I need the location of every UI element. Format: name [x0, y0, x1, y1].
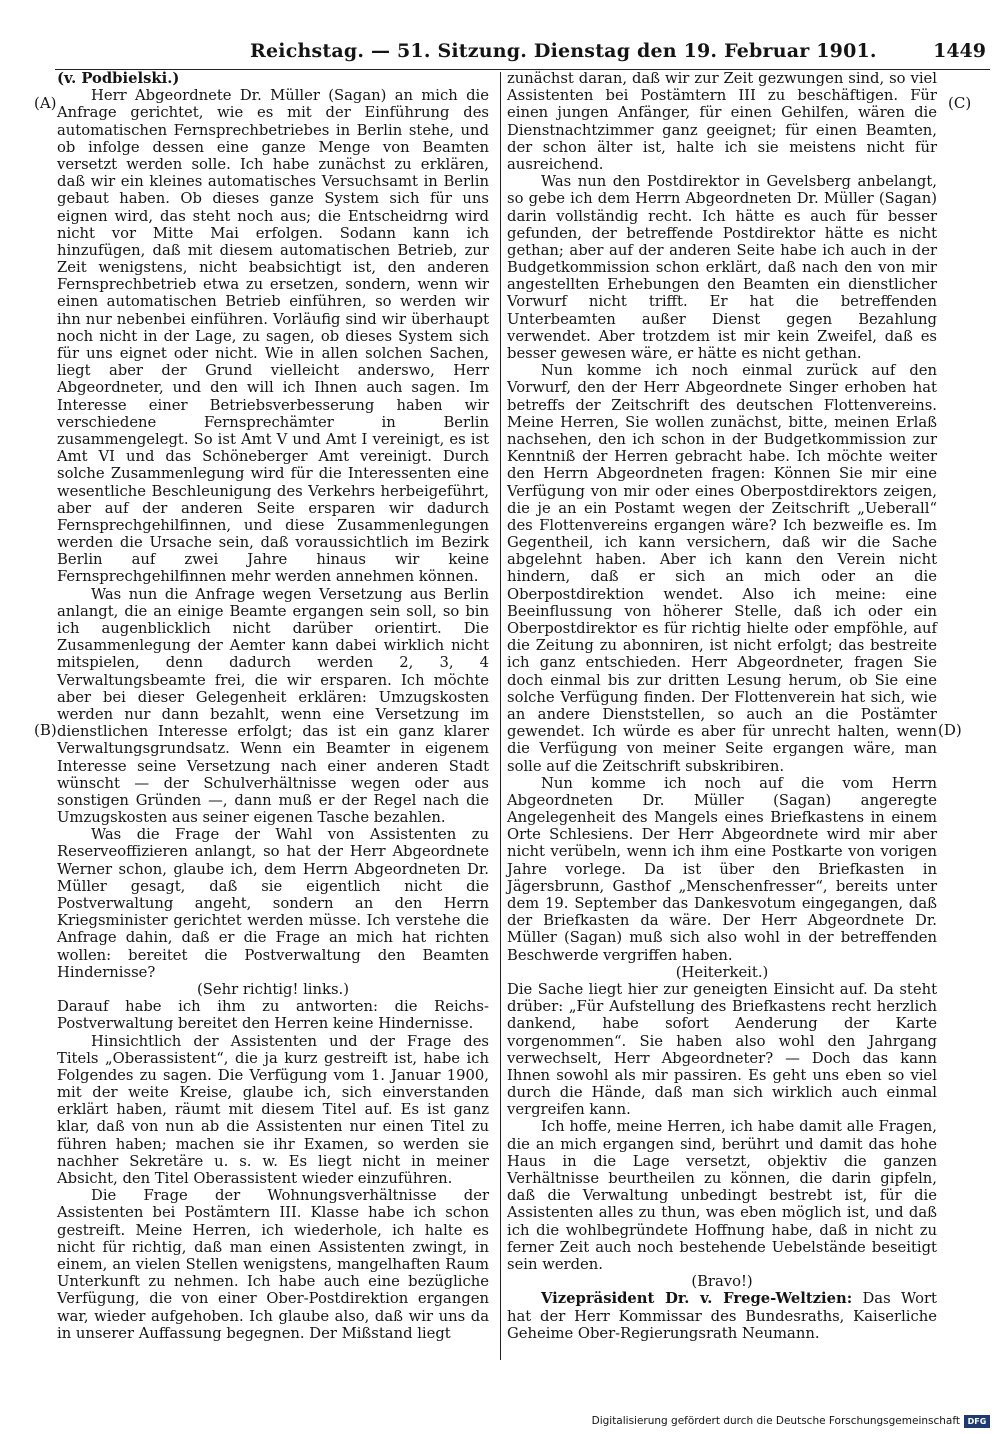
paragraph: Ich hoffe, meine Herren, ich habe damit alle Fragen, die an mich ergangen sind, berührt und damit das hohe Haus in die Lage versetzt, objektiv die ganzen Verhältnisse beurtheilen zu können, die darin gipfeln, daß die Verwaltung unbedingt bestrebt ist, für die Assistenten alles zu thun, was eben möglich ist, und daß ich die wohlbegründete Hoffnung habe, daß in nicht zu ferner Zeit auch noch bestehende Uebelstände beseitigt sein werden. — [507, 1118, 937, 1273]
funding-notice: Digitalisierung gefördert durch die Deutsche Forschungsgemeinschaft — [591, 1415, 960, 1427]
president-statement — [507, 1290, 937, 1342]
paragraph: Darauf habe ich ihm zu antworten: die Reichs-Postverwaltung bereitet den Herren keine Hindernisse. — [57, 998, 489, 1033]
margin-mark-b: (B) — [34, 721, 57, 739]
paragraph: Die Sache liegt hier zur geneigten Einsicht auf. Da steht drüber: „Für Aufstellung des Briefkastens recht herzlich dankend, habe sofort Aenderung der Karte vorgenommen“. Sie haben also wohl den Jahrgang verwechselt, Herr Abgeordneter? — Doch das kann Ihnen sowohl als mir passiren. Es geht uns eben so viel durch die Hände, daß man sich wirklich auch einmal vergreifen kann. — [507, 980, 937, 1119]
margin-mark-d: (D) — [938, 721, 962, 739]
paragraph: Nun komme ich noch einmal zurück auf den Vorwurf, den der Herr Abgeordnete Singer erhoben hat betreffs der Zeitschrift des deutschen Flottenvereins. Meine Herren, Sie wollen zunächst, bitte, meinen Erlaß nachsehen, den ich schon in der Budgetkommission zur Kenntniß der Herren gebracht habe. Ich möchte weiter den Herrn Abgeordneten fragen: Können Sie mir eine Verfügung von mir oder eines Oberpostdirektors zeigen, die je an ein Postamt wegen der Zeitschrift „Ueberall“ des Flottenvereins ergangen wäre? Ich bezweifle es. Im Gegentheil, ich kann versichern, daß wir die Sache abgelehnt haben. Aber ich kann den Verein nicht hindern, daß er sich an mich oder an die Oberpostdirektion wendet. Also ich meine: eine Beeinflussung von höherer Stelle, daß ich oder ein Oberpostdirektor es für richtig hielte oder empföhle, auf die Zeitung zu abonniren, ist nicht erfolgt; das bestreite ich ganz entschieden. Herr Abgeordneter, fragen Sie doch einmal bis zur dritten Lesung herum, ob Sie eine solche Verfügung finden. Der Flottenverein hat sich, wie an andere Dienststellen, so auch an die Postämter gewendet. Ich würde es aber für unrecht halten, wenn die Verfügung von meiner Seite ergangen wäre, man solle auf die Zeitschrift subskribiren. — [507, 362, 937, 775]
president-text: Das Wort hat der Herr Kommissar des Bundesraths, Kaiserliche Geheime Ober-Regierungsrath Neumann. — [507, 1290, 937, 1342]
page-header — [0, 40, 1000, 70]
margin-mark-c: (C) — [948, 94, 972, 112]
dfg-logo: DFG — [964, 1415, 990, 1428]
paragraph: Nun komme ich noch auf die vom Herrn Abgeordneten Dr. Müller (Sagan) angeregte Angelegenheit des Mangels eines Briefkastens in einem Orte Schlesiens. Der Herr Abgeordnete wird mir aber nicht verübeln, wenn ich ihm eine Postkarte von vorigen Jahre vorlege. Da ist über den Briefkasten in Jägersbrunn, Gasthof „Menschenfresser“, bereits unter dem 19. September das Dankesvotum eingegangen, daß der Briefkasten da wäre. Der Herr Abgeordnete Dr. Müller (Sagan) muß sich also wohl in der betreffenden Beschwerde vergriffen haben. — [507, 774, 937, 964]
president-label: Vizepräsident Dr. v. Frege-Weltzien: — [541, 1290, 853, 1308]
running-title: Reichstag. — 51. Sitzung. Dienstag den 19. Februar 1901. — [250, 40, 877, 62]
interjection: (Bravo!) — [691, 1273, 753, 1291]
left-column — [57, 70, 489, 1342]
margin-mark-a: (A) — [34, 94, 57, 112]
speaker-label: (v. Podbielski.) — [57, 70, 180, 87]
interjection: (Heiterkeit.) — [675, 963, 769, 981]
page-number: 1449 — [933, 40, 986, 62]
paragraph: Was nun den Postdirektor in Gevelsberg anbelangt, so gebe ich dem Herrn Abgeordneten Dr. Müller (Sagan) darin vollständig recht. Ich hätte es auch für besser gefunden, der betreffende Postdirektor hätte es nicht gethan; aber auf der anderen Seite habe ich auch in der Budgetkommission schon erklärt, daß nach den von mir angestellten Erhebungen den Beamten ein dienstlicher Vorwurf nicht trifft. Er hat die betreffenden Unterbeamten außer Dienst gegen Bezahlung verwendet. Aber trotzdem ist mir kein Zweifel, daß es besser gewesen wäre, er hätte es nicht gethan. — [507, 173, 937, 362]
column-divider — [500, 72, 501, 1360]
paragraph: Herr Abgeordnete Dr. Müller (Sagan) an mich die Anfrage gerichtet, wie es mit der Einführung des automatischen Fernsprechbetriebes in Berlin stehe, und ob infolge dessen eine ganze Menge von Beamten versetzt werden solle. Ich habe zunächst zu erklären, daß wir ein kleines automatisches Versuchsamt in Berlin gebaut haben. Ob dieses ganze System sich für uns eignen wird, das steht noch aus; die Entscheidrng wird nicht vor Mitte Mai erfolgen. Sodann kann ich hinzufügen, daß mit diesem automatischen Betrieb, zur Zeit wenigstens, nicht beabsichtigt ist, den anderen Fernsprechbetrieb etwa zu ersetzen, sondern, wenn wir einen automatischen Betrieb einführen, so werden wir ihn nur nebenbei einführen. Vorläufig sind wir überhaupt noch nicht in der Lage, zu sagen, ob dieses System sich für uns eignet oder nicht. Wie in allen solchen Sachen, liegt aber der Grund vielleicht anderswo, Herr Abgeordneter, und den will ich Ihnen auch sagen. Im Interesse einer Betriebsverbesserung haben wir verschiedene Fernsprechämter in Berlin zusammengelegt. So ist Amt V und Amt I vereinigt, es ist Amt VI und das Schöneberger Amt vereinigt. Durch solche Zusammenlegung wird für die Interessenten eine wesentliche Beschleunigung des Verkehrs herbeigeführt, aber auf der anderen Seite ersparen wir dadurch Fernsprechgehilfinnen, und diese Zusammenlegungen werden die Ursache sein, daß voraussichtlich im Bezirk Berlin auf zwei Jahre hinaus wir keine Fernsprechgehilfinnen mehr werden annehmen können. — [57, 87, 489, 586]
paragraph: Was die Frage der Wahl von Assistenten zu Reserveoffizieren anlangt, so hat der Herr Abgeordnete Werner schon, glaube ich, dem Herrn Abgeordneten Dr. Müller gesagt, daß sie eigentlich nicht die Postverwaltung angeht, sondern an den Herrn Kriegsminister gerichtet werden müsse. Ich verstehe die Anfrage dahin, daß er die Frage an mich hat richten wollen: bereitet die Postverwaltung den Beamten Hindernisse? — [57, 826, 489, 981]
paragraph: zunächst daran, daß wir zur Zeit gezwungen sind, so viel Assistenten bei Postämtern III zu beschäftigen. Für einen jungen Anfänger, für einen Gehilfen, wären die Dienstnachtzimmer ganz geeignet; für einen Beamten, der schon älter ist, halte ich sie meistens nicht für ausreichend. — [507, 70, 937, 173]
paragraph: Was nun die Anfrage wegen Versetzung aus Berlin anlangt, die an einige Beamte ergangen sein soll, so bin ich augenblicklich nicht darüber orientirt. Die Zusammenlegung der Aemter kann dabei wirklich nicht mitspielen, denn dadurch werden 2, 3, 4 Verwaltungsbeamte frei, die wir ersparen. Ich möchte aber bei dieser Gelegenheit erklären: Umzugskosten werden nur dann bezahlt, wenn eine Versetzung im dienstlichen Interesse erfolgt; das ist ein ganz klarer Verwaltungsgrundsatz. Wenn ein Beamter in eigenem Interesse seine Versetzung nach einer anderen Stadt wünscht — der Schulverhältnisse wegen oder aus sonstigen Gründen —, dann muß er der Regel nach die Umzugskosten aus seiner eigenen Tasche bezahlen. — [57, 585, 489, 827]
footer — [591, 1415, 990, 1431]
right-column — [507, 70, 937, 1342]
interjection: (Sehr richtig! links.) — [197, 980, 349, 998]
paragraph: Die Frage der Wohnungsverhältnisse der Assistenten bei Postämtern III. Klasse habe ich schon gestreift. Meine Herren, ich wiederhole, ich halte es nicht für richtig, daß man einen Assistenten zwingt, in einem, an vielen Stellen wenigstens, mangelhaften Raum Unterkunft zu nehmen. Ich habe auch eine bezügliche Verfügung, die von einer Ober-Postdirektion ergangen war, wieder aufgehoben. Ich glaube also, daß wir uns da in unserer Auffassung begegnen. Der Mißstand liegt — [57, 1187, 489, 1342]
paragraph: Hinsichtlich der Assistenten und der Frage des Titels „Oberassistent“, die ja kurz gestreift ist, habe ich Folgendes zu sagen. Die Verfügung vom 1. Januar 1900, mit der weite Kreise, glaube ich, sich einverstanden erklärt haben, räumt mit diesem Titel auf. Es ist ganz klar, daß von nun ab die Assistenten nur einen Titel zu führen haben; machen sie ihr Examen, so werden sie nachher Sekretäre u. s. w. Es liegt nicht in meiner Absicht, den Titel Oberassistent wieder einzuführen. — [57, 1032, 489, 1187]
